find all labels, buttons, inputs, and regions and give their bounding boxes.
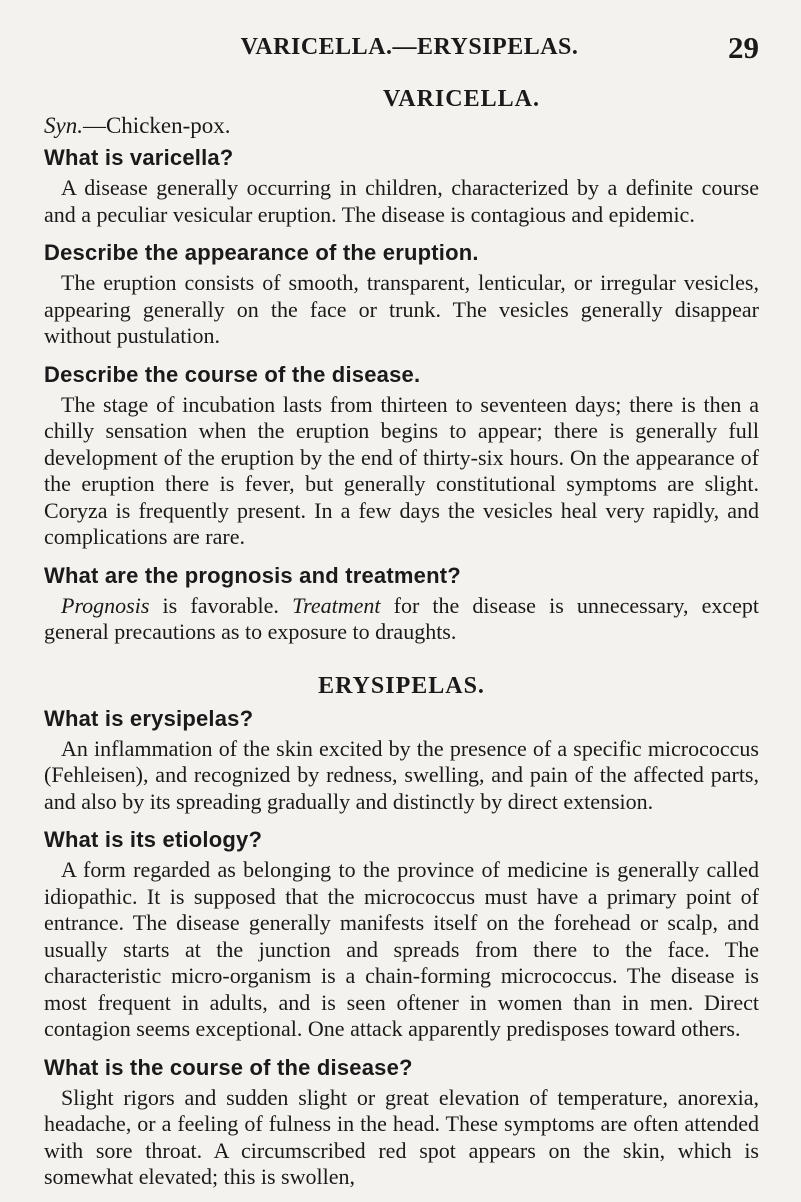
section-title-varicella: VARICELLA. bbox=[383, 86, 540, 112]
answer-course-of-disease: The stage of incubation lasts from thirteen to seventeen days; there is then a chilly sensation when the eruption begins to appear; there is generally full development of the eruption by the end of thirty-six hours. On the appearance of the eruption there is fever, but generally constitutional symptoms are slight. Coryza is frequently present. In a few days the vesicles heal very rapidly, and complications are rare. bbox=[44, 391, 759, 549]
treatment-text: for the disease is unnecessary, except general precautions as to exposure to draughts. bbox=[44, 592, 760, 644]
section-title-erysipelas: ERYSIPELAS. bbox=[318, 672, 485, 699]
answer-prognosis-treatment bbox=[44, 593, 759, 646]
synonym-label: Syn. bbox=[44, 113, 83, 138]
question-what-is-varicella: What is varicella? bbox=[44, 145, 234, 170]
prognosis-label: Prognosis bbox=[61, 592, 150, 618]
prognosis-text: is favorable. bbox=[149, 592, 293, 618]
page-number: 29 bbox=[728, 30, 759, 65]
question-eruption-appearance: Describe the appearance of the eruption. bbox=[44, 240, 479, 265]
synonym-text: —Chicken-pox. bbox=[82, 113, 231, 138]
answer-etiology: A form regarded as belonging to the province of medicine is generally called idiopathic. It is supposed that the micrococcus must have a primary point of entrance. The disease generally manifests itself on the forehead or scalp, and usually starts at the junction and spreads from there to the face. The characteristic micro-organism is a chain-forming micrococcus. The disease is most frequent in adults, and is seen oftener in women than in men. Direct contagion seems exceptional. One attack apparently predisposes toward others. bbox=[44, 857, 759, 1041]
question-erysipelas-course: What is the course of the disease? bbox=[44, 1054, 413, 1080]
question-what-is-erysipelas: What is erysipelas? bbox=[44, 705, 254, 731]
question-etiology: What is its etiology? bbox=[44, 827, 263, 852]
answer-eruption-appearance: The eruption consists of smooth, transparent, lenticular, or irregular vesicles, appearing generally on the face or trunk. The vesicles generally disappear without pustulation. bbox=[44, 270, 759, 348]
running-head bbox=[44, 30, 759, 65]
treatment-label: Treatment bbox=[292, 592, 381, 618]
running-title: VARICELLA.—ERYSIPELAS. bbox=[240, 34, 579, 60]
question-prognosis-treatment: What are the prognosis and treatment? bbox=[44, 562, 461, 588]
question-course-of-disease: Describe the course of the disease. bbox=[44, 361, 421, 387]
answer-what-is-varicella: A disease generally occurring in children, characterized by a definite course and a peculiar vesicular eruption. The disease is contagious and epidemic. bbox=[44, 175, 759, 227]
synonym-line bbox=[44, 113, 759, 139]
answer-what-is-erysipelas: An inflammation of the skin excited by the presence of a specific micrococcus (Fehleisen), and recognized by redness, swelling, and pain of the affected parts, and also by its spreading gradually and distinctly by direct extension. bbox=[44, 735, 759, 814]
answer-erysipelas-course: Slight rigors and sudden slight or great elevation of temperature, anorexia, headache, or a feeling of fulness in the head. These symptoms are often attended with sore throat. A circumscribed red spot appears on the skin, which is somewhat elevated; this is swollen, bbox=[44, 1084, 759, 1189]
